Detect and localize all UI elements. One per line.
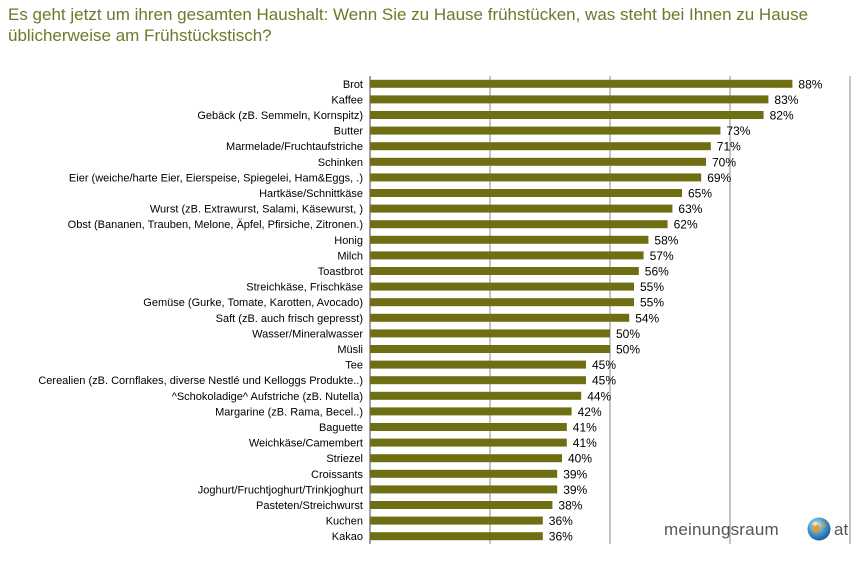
logo-wordmark: meinungsraum — [664, 520, 779, 539]
category-label: Weichkäse/Camembert — [248, 437, 363, 450]
value-label: 65% — [688, 186, 713, 201]
logo-domain: at — [834, 520, 849, 539]
value-label: 38% — [558, 498, 583, 513]
category-label: Toastbrot — [317, 266, 363, 278]
category-label: Margarine (zB. Rama, Becel..) — [215, 406, 363, 419]
category-label: Hartkäse/Schnittkäse — [259, 188, 363, 200]
value-label: 83% — [774, 92, 799, 107]
category-label: Obst (Bananen, Trauben, Melone, Äpfel, Pfirsiche, Zitronen.) — [67, 219, 363, 232]
value-label: 55% — [640, 280, 665, 295]
bar — [370, 267, 639, 275]
value-label: 88% — [798, 77, 823, 92]
value-label: 41% — [572, 420, 597, 435]
category-label: Milch — [337, 250, 363, 263]
bar — [370, 127, 720, 135]
bar — [370, 220, 668, 228]
meinungsraum-logo — [664, 514, 854, 546]
value-label: 82% — [769, 108, 794, 123]
value-label: 50% — [616, 342, 641, 357]
category-label: Croissants — [311, 468, 363, 481]
value-label: 57% — [649, 248, 674, 263]
bar — [370, 454, 562, 462]
category-label: Gemüse (Gurke, Tomate, Karotten, Avocado) — [143, 297, 363, 310]
bar — [370, 283, 634, 291]
bar — [370, 485, 557, 493]
value-label: 70% — [712, 155, 737, 170]
category-label: Brot — [342, 78, 363, 91]
bar — [370, 470, 557, 478]
bar — [370, 501, 552, 509]
category-label: Kuchen — [325, 515, 363, 528]
value-label: 44% — [587, 389, 612, 404]
value-label: 62% — [673, 217, 698, 232]
category-label: Honig — [334, 234, 363, 247]
bar — [370, 345, 610, 353]
chart-title: Es geht jetzt um ihren gesamten Haushalt: Wenn Sie zu Hause frühstücken, was steht bei Ihnen zu Hause üblicherweise am Frühstückstisch? — [8, 5, 809, 45]
value-label: 73% — [726, 124, 751, 139]
category-label: Tee — [345, 359, 363, 372]
bar — [370, 298, 634, 306]
bar — [370, 361, 586, 369]
category-label: Eier (weiche/harte Eier, Eierspeise, Spiegelei, Ham&Eggs, .) — [68, 172, 363, 185]
category-label: Gebäck (zB. Semmeln, Kornspitz) — [197, 110, 363, 122]
bar — [370, 392, 581, 400]
category-label: Kaffee — [331, 94, 363, 107]
category-label: Saft (zB. auch frisch gepresst) — [215, 312, 363, 325]
value-label: 39% — [563, 467, 588, 482]
category-label: Joghurt/Fruchtjoghurt/Trinkjoghurt — [197, 484, 363, 497]
category-label: Müsli — [337, 344, 363, 356]
bar — [370, 329, 610, 337]
category-label: Cerealien (zB. Cornflakes, diverse Nestlé und Kelloggs Produkte..) — [38, 375, 363, 388]
bar — [370, 173, 701, 181]
category-label: Baguette — [318, 422, 363, 434]
value-label: 45% — [592, 373, 617, 388]
value-label: 58% — [654, 233, 679, 248]
value-label: 36% — [548, 514, 573, 529]
bar — [370, 532, 543, 540]
bar — [370, 236, 648, 244]
value-label: 54% — [635, 311, 660, 326]
value-label: 45% — [592, 358, 617, 373]
bar — [370, 314, 629, 322]
category-label: Kakao — [331, 531, 363, 544]
category-label: Marmelade/Fruchtaufstriche — [226, 141, 363, 154]
bar — [370, 80, 792, 88]
bar — [370, 439, 567, 447]
value-label: 56% — [644, 264, 669, 279]
bar — [370, 205, 672, 213]
bar — [370, 158, 706, 166]
value-label: 42% — [577, 404, 602, 419]
category-label: Pasteten/Streichwurst — [256, 500, 363, 512]
category-label: Schinken — [317, 156, 363, 169]
bar — [370, 517, 543, 525]
bar — [370, 142, 711, 150]
value-label: 39% — [563, 482, 588, 497]
globe-icon — [806, 516, 832, 542]
bar — [370, 251, 644, 259]
value-label: 69% — [707, 170, 732, 185]
bar — [370, 189, 682, 197]
value-label: 71% — [716, 139, 741, 154]
bar — [370, 95, 768, 103]
category-label: Striezel — [326, 453, 363, 466]
category-labels — [38, 79, 363, 543]
value-label: 50% — [616, 326, 641, 341]
category-label: Wasser/Mineralwasser — [252, 328, 363, 341]
bar — [370, 376, 586, 384]
category-label: Wurst (zB. Extrawurst, Salami, Käsewurst, ) — [149, 203, 363, 216]
value-label: 63% — [678, 202, 703, 217]
value-label: 41% — [572, 436, 597, 451]
bar — [370, 423, 567, 431]
category-label: ^Schokoladige^ Aufstriche (zB. Nutella) — [171, 390, 363, 403]
value-label: 40% — [568, 451, 593, 466]
bar — [370, 407, 572, 415]
category-label: Streichkäse, Frischkäse — [246, 281, 363, 294]
value-label: 36% — [548, 529, 573, 544]
bar — [370, 111, 764, 119]
value-label: 55% — [640, 295, 665, 310]
category-label: Butter — [333, 125, 363, 138]
